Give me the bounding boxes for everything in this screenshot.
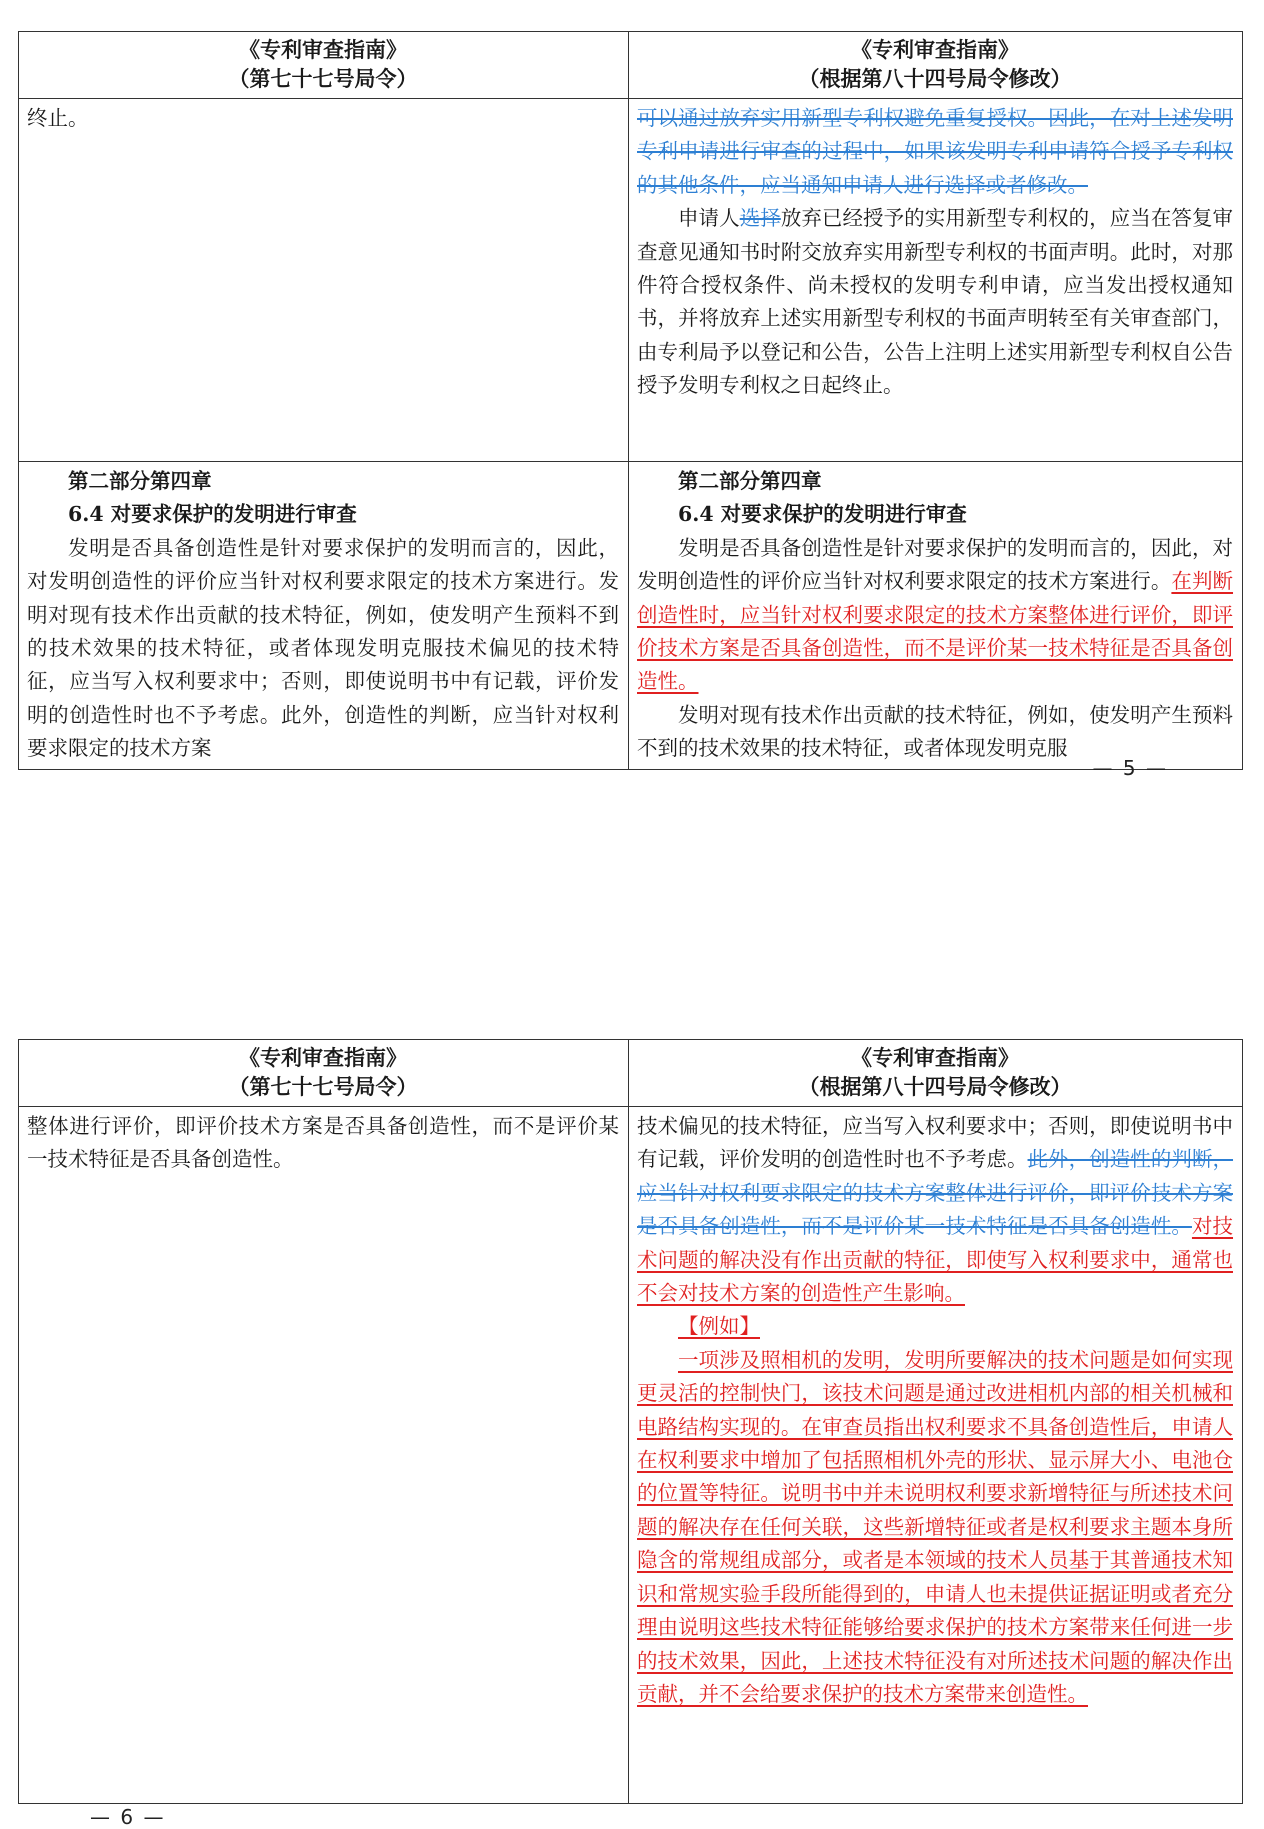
new-text-cell	[629, 1107, 1243, 1804]
new-text-cell	[629, 462, 1243, 770]
chapter-heading: 第二部分第四章	[68, 469, 212, 493]
header-left-subtitle: （第七十七号局令）	[228, 66, 418, 91]
header-row	[19, 32, 1243, 99]
header-right-title: 《专利审查指南》	[851, 1045, 1019, 1070]
new-text-cell	[629, 99, 1243, 462]
old-text: 发明是否具备创造性是针对要求保护的发明而言的，因此，对发明创造性的评价应当针对权利要求限定的技术方案进行。发明对现有技术作出贡献的技术特征，例如，使发明产生预料不到的技术效果的技术特征，或者体现发明克服技术偏见的技术特征，应当写入权利要求中；否则，即使说明书中有记载，评价发明的创造性时也不予考虑。此外，创造性的判断，应当针对权利要求限定的技术方案	[27, 535, 619, 761]
comparison-table-page-5	[18, 31, 1243, 770]
header-right	[629, 32, 1243, 99]
example-label: 【例如】	[678, 1314, 760, 1339]
old-text-cell	[19, 99, 629, 462]
new-text: 发明是否具备创造性是针对要求保护的发明而言的，因此，对发明创造性的评价应当针对权利要求限定的技术方案进行。	[637, 535, 1233, 594]
section-heading: 6.4 对要求保护的发明进行审查	[678, 502, 967, 527]
section-heading: 6.4 对要求保护的发明进行审查	[68, 502, 357, 527]
page-number: — 6 —	[90, 1805, 166, 1829]
comparison-table-page-6	[18, 1039, 1243, 1804]
page-5	[0, 0, 1264, 780]
header-left-title: 《专利审查指南》	[239, 37, 407, 62]
old-text: 终止。	[27, 106, 89, 130]
inserted-text: 在判断创造性时，应当针对权利要求限定的技术方案整体进行评价，即评价技术方案是否具备创造性，而不是评价某一技术特征是否具备创造性。	[637, 569, 1234, 694]
new-text: 发明对现有技术作出贡献的技术特征，例如，使发明产生预料不到的技术效果的技术特征，或者体现发明克服	[637, 702, 1233, 761]
page-number: — 5 —	[1092, 756, 1168, 780]
example-text: 一项涉及照相机的发明，发明所要解决的技术问题是如何实现更灵活的控制快门，该技术问题是通过改进相机内部的相关机械和电路结构实现的。在审查员指出权利要求不具备创造性后，申请人在权利要求中增加了包括照相机外壳的形状、显示屏大小、电池仓的位置等特征。说明书中并未说明权利要求新增特征与所述技术问题的解决存在任何关联，这些新增特征或者是权利要求主题本身所隐含的常规组成部分，或者是本领域的技术人员基于其普通技术知识和常规实验手段所能得到的，申请人也未提供证据证明或者充分理由说明这些技术特征能够给要求保护的技术方案带来任何进一步的技术效果，因此，上述技术特征没有对所述技术问题的解决作出贡献，并不会给要求保护的技术方案带来创造性。	[637, 1347, 1233, 1706]
deleted-text: 此外，创造性的判断，应当针对权利要求限定的技术方案整体进行评价，即评价技术方案是否具备创造性，而不是评价某一技术特征是否具备创造性。	[637, 1147, 1234, 1239]
header-right-title: 《专利审查指南》	[851, 37, 1019, 62]
header-left	[19, 1040, 629, 1107]
row-continued	[19, 1107, 1243, 1804]
header-row	[19, 1040, 1243, 1107]
header-left	[19, 32, 629, 99]
new-text: 申请人	[678, 206, 740, 231]
row-section-6-4	[19, 462, 1243, 770]
chapter-heading: 第二部分第四章	[678, 469, 822, 493]
new-text: 技术偏见的技术特征，应当写入权利要求中；否则，即使说明书中有记载，评价发明的创造性时也不予考虑。	[637, 1114, 1233, 1172]
header-right-subtitle: （根据第八十四号局令修改）	[798, 1074, 1072, 1099]
header-left-title: 《专利审查指南》	[239, 1045, 407, 1070]
old-text: 整体进行评价，即评价技术方案是否具备创造性，而不是评价某一技术特征是否具备创造性。	[27, 1114, 619, 1172]
deleted-text: 选择	[739, 206, 781, 231]
deleted-text: 可以通过放弃实用新型专利权避免重复授权。因此，在对上述发明专利申请进行审查的过程中，如果该发明专利申请符合授予专利权的其他条件，应当通知申请人进行选择或者修改。	[637, 106, 1233, 197]
header-right-subtitle: （根据第八十四号局令修改）	[798, 66, 1072, 91]
page-6	[0, 1030, 1264, 1829]
old-text-cell	[19, 462, 629, 770]
header-left-subtitle: （第七十七号局令）	[228, 1074, 418, 1099]
new-text: 放弃已经授予的实用新型专利权的，应当在答复审查意见通知书时附交放弃实用新型专利权的书面声明。此时，对那件符合授权条件、尚未授权的发明专利申请，应当发出授权通知书，并将放弃上述实用新型专利权的书面声明转至有关审查部门，由专利局予以登记和公告，公告上注明上述实用新型专利权自公告授予发明专利权之日起终止。	[637, 206, 1234, 398]
row-utility-model	[19, 99, 1243, 462]
inserted-text: 对技术问题的解决没有作出贡献的特征，即使写入权利要求中，通常也不会对技术方案的创造性产生影响。	[637, 1214, 1234, 1306]
old-text-cell	[19, 1107, 629, 1804]
header-right	[629, 1040, 1243, 1107]
